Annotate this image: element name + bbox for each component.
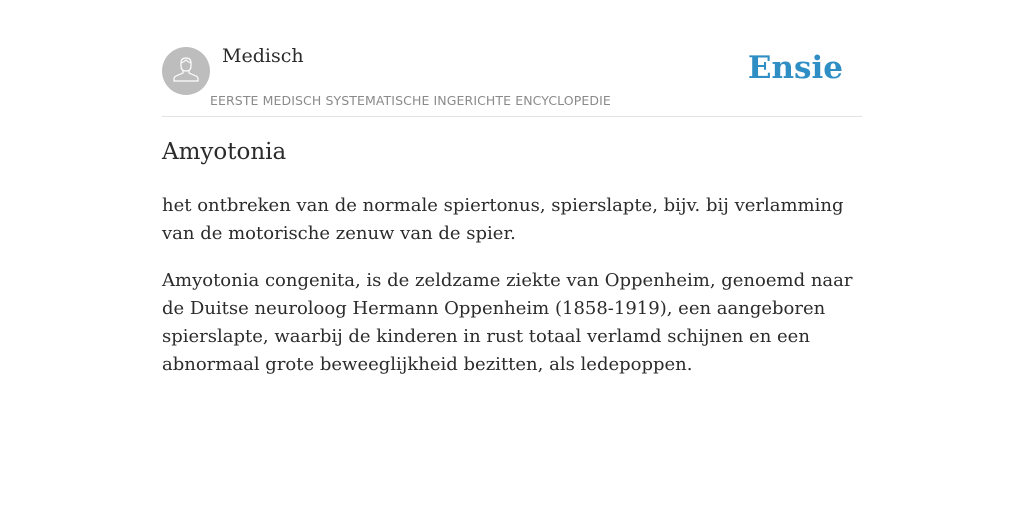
avatar <box>162 47 210 95</box>
entry-title: Amyotonia <box>162 139 287 165</box>
user-silhouette-icon <box>171 54 201 89</box>
source-name[interactable]: Medisch <box>222 45 304 67</box>
source-header <box>162 40 862 117</box>
entry-content <box>162 192 862 398</box>
entry-paragraph: het ontbreken van de normale spiertonus, spierslapte, bijv. bij verlamming van de motorische zenuw van de spier. <box>162 195 844 244</box>
brand-logo[interactable]: Ensie <box>747 50 843 86</box>
entry-paragraph: Amyotonia congenita, is de zeldzame ziekte van Oppenheim, genoemd naar de Duitse neuroloog Hermann Oppenheim (1858-1919), een aangeboren spierslapte, waarbij de kinderen in rust totaal verlamd schijnen en een abnormaal grote beweeglijkheid bezitten, als ledepoppen. <box>162 270 853 375</box>
source-subtitle: EERSTE MEDISCH SYSTEMATISCHE INGERICHTE ENCYCLOPEDIE <box>210 93 611 108</box>
